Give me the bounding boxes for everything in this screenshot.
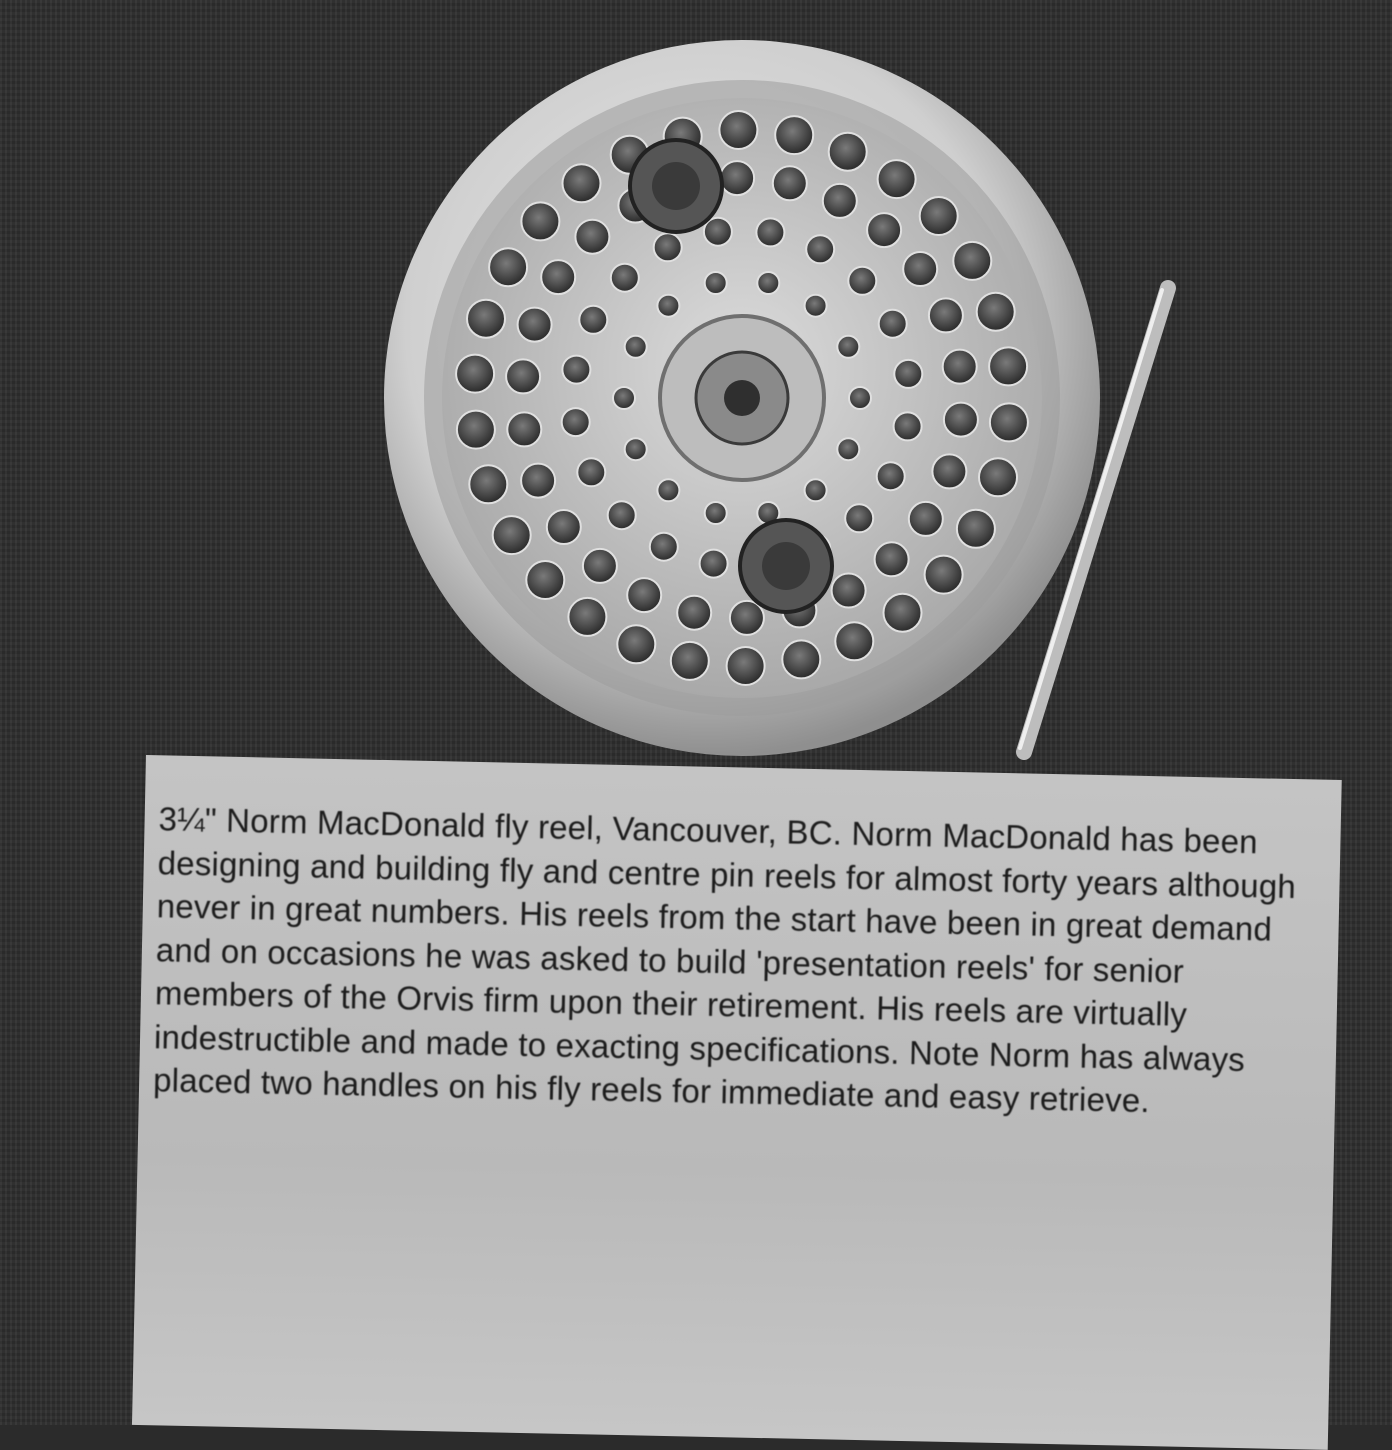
reel-hole (625, 336, 647, 358)
reel-hole (506, 359, 540, 393)
reel-hole (977, 293, 1015, 331)
reel-hole (577, 458, 605, 486)
reel-hole (837, 336, 859, 358)
reel-hole (903, 252, 937, 286)
reel-hole (700, 550, 728, 578)
reel-hole (775, 116, 813, 154)
reel-hole (832, 574, 866, 608)
reel-hole (583, 549, 617, 583)
reel-hole (943, 350, 977, 384)
reel-hole (562, 408, 590, 436)
reel-hole (875, 542, 909, 576)
reel-hole (469, 465, 507, 503)
caption-card (132, 755, 1342, 1450)
reel-hole (518, 308, 552, 342)
reel-hole (848, 267, 876, 295)
reel-hole (563, 164, 601, 202)
reel-hole (650, 533, 678, 561)
reel-hole (627, 578, 661, 612)
reel-hole (829, 133, 867, 171)
reel-hole (727, 647, 765, 685)
reel-hole (823, 184, 857, 218)
reel-hole (773, 166, 807, 200)
reel-hole (654, 233, 682, 261)
reel-hole (493, 516, 531, 554)
reel-hole (845, 504, 873, 532)
reel-hole (568, 598, 606, 636)
reel-hole (489, 248, 527, 286)
reel-hole (608, 501, 636, 529)
reel-hole (877, 462, 905, 490)
reel-hole (782, 640, 820, 678)
reel-hole (625, 438, 647, 460)
reel-hole (849, 387, 871, 409)
reel-hole (957, 510, 995, 548)
reel-hole (507, 412, 541, 446)
reel-hole (929, 298, 963, 332)
reel-hole (979, 458, 1017, 496)
reel-hole (657, 295, 679, 317)
reel-hole (894, 412, 922, 440)
reel-hole (990, 403, 1028, 441)
reel-hole (989, 347, 1027, 385)
reel-hole (719, 111, 757, 149)
reel-hole (944, 403, 978, 437)
reel-hole (867, 213, 901, 247)
reel-hole (909, 502, 943, 536)
reel-hole (757, 272, 779, 294)
reel-hole (756, 218, 784, 246)
reel-hole (579, 306, 607, 334)
reel-hole (705, 272, 727, 294)
reel-hole (932, 454, 966, 488)
reel-hole (925, 556, 963, 594)
reel-hole (657, 479, 679, 501)
reel-hole (837, 438, 859, 460)
reel-hole (704, 218, 732, 246)
caption-text: 3¼" Norm MacDonald fly reel, Vancouver, BC. Norm MacDonald has been designing and building fly and centre pin reels for almost forty years although never in great numbers. His reels from the start have been in great demand and on occasions he was asked to build 'presentation reels' for senior members of the Orvis firm upon their retirement. His reels are virtually indestructible and made to exacting specifications. Note Norm has always placed two handles on his fly reels for immediate and easy retrieve. (152, 800, 1297, 1120)
reel-hole (456, 355, 494, 393)
reel-hole (575, 220, 609, 254)
reel-hole (677, 596, 711, 630)
reel-hole (526, 561, 564, 599)
reel-hole (671, 642, 709, 680)
reel-hole (920, 197, 958, 235)
reel-hole (617, 625, 655, 663)
reel-hole (884, 594, 922, 632)
reel-hole (521, 464, 555, 498)
reel-hole (894, 360, 922, 388)
reel-hole (879, 310, 907, 338)
reel-hole (562, 356, 590, 384)
reel-hole (835, 622, 873, 660)
reel-hole (805, 479, 827, 501)
reel-hole (720, 161, 754, 195)
reel-hole (611, 264, 639, 292)
reel-hole (878, 160, 916, 198)
reel-hole (805, 295, 827, 317)
reel-hole (705, 502, 727, 524)
reel-hole (547, 510, 581, 544)
reel-hole (541, 260, 575, 294)
reel-hole (730, 601, 764, 635)
reel-hole (613, 387, 635, 409)
reel-hole (953, 242, 991, 280)
reel-hole (806, 235, 834, 263)
reel-hole (521, 202, 559, 240)
reel-hole (457, 411, 495, 449)
reel-hole (467, 300, 505, 338)
